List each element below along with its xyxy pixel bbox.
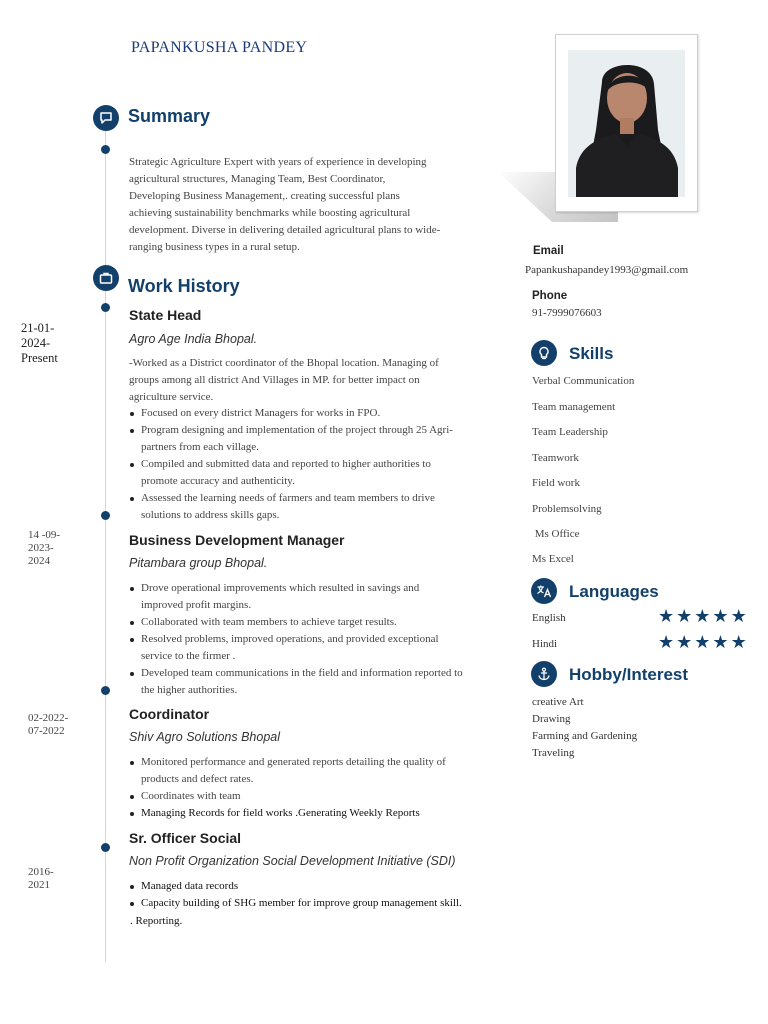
job-date	[28, 866, 54, 892]
star-icon: ★	[712, 606, 729, 627]
date-line: 2024-	[21, 336, 51, 350]
skill-item: Field work	[532, 477, 580, 489]
job-bullets	[129, 878, 499, 912]
timeline-dot	[101, 843, 110, 852]
trailing-note: . Reporting.	[130, 915, 183, 927]
bullet-item: Managing Records for field works .Generating Weekly Reports	[129, 805, 489, 822]
job-bullets	[129, 754, 489, 822]
summary-text	[129, 154, 479, 256]
date-line: Present	[21, 351, 58, 365]
hobby-item: Farming and Gardening	[532, 730, 638, 742]
language-rating	[658, 608, 747, 626]
hobby-item: creative Art	[532, 696, 584, 708]
bullet-item: Program designing and implementation of the project through 25 Agri- partners from each village.	[129, 422, 484, 456]
summary-heading: Summary	[128, 106, 211, 126]
job-date	[28, 529, 60, 568]
skill-item: Teamwork	[532, 452, 579, 464]
phone-value[interactable]: 91-7999076603	[532, 307, 602, 319]
language-rating	[658, 634, 747, 652]
intro-line: groups among all district And Villages in MP. for better impact on	[129, 374, 420, 386]
languages-heading: Languages	[569, 582, 659, 601]
star-icon: ★	[712, 632, 729, 653]
translate-icon	[531, 578, 557, 604]
summary-line: Developing Business Management,. creating successful plans	[129, 190, 400, 202]
date-line: 21-01-	[21, 321, 55, 335]
star-icon: ★	[676, 632, 693, 653]
intro-line: -Worked as a District coordinator of the Bhopal location. Managing of	[129, 357, 439, 369]
hobby-heading: Hobby/Interest	[569, 665, 689, 684]
bullet-item: Monitored performance and generated reports detailing the quality of products and defect rates.	[129, 754, 489, 788]
job-intro	[129, 355, 484, 406]
hobby-item: Traveling	[532, 747, 575, 759]
summary-line: development. Diverse in delivering detailed agricultural plans to wide-	[129, 224, 441, 236]
timeline-line	[105, 130, 106, 962]
summary-line: agricultural structures, Managing Team, Best Coordinator,	[129, 173, 386, 185]
star-icon: ★	[676, 606, 693, 627]
profile-photo-image	[568, 50, 685, 197]
language-name: Hindi	[532, 638, 558, 650]
date-line: 2021	[28, 879, 50, 891]
profile-photo	[555, 34, 698, 212]
skill-item: Team Leadership	[532, 426, 608, 438]
candidate-name: PAPANKUSHA PANDEY	[131, 39, 308, 56]
date-line: 02-2022-	[28, 712, 69, 724]
company-name: Non Profit Organization Social Development Initiative (SDI)	[129, 854, 456, 868]
bullet-item: Compiled and submitted data and reported to higher authorities to promote accuracy and authenticity.	[129, 456, 484, 490]
skill-item: Verbal Communication	[532, 375, 635, 387]
bullet-item: Developed team communications in the field and information reported to the higher authorities.	[129, 665, 489, 699]
company-name: Pitambara group Bhopal.	[129, 556, 268, 570]
star-icon: ★	[658, 606, 675, 627]
speech-bubble-icon	[93, 105, 119, 131]
summary-line: ranging business types in a rural setup.	[129, 241, 300, 253]
bullet-item: Managed data records	[129, 878, 499, 895]
work-history-heading: Work History	[128, 276, 240, 296]
bullet-item: Focused on every district Managers for works in FPO.	[129, 405, 484, 422]
bullet-item: Collaborated with team members to achieve target results.	[129, 614, 489, 631]
job-date	[28, 712, 68, 738]
intro-line: agriculture service.	[129, 391, 214, 403]
date-line: 2023-	[28, 542, 54, 554]
date-line: 2016-	[28, 866, 54, 878]
lightbulb-icon	[531, 340, 557, 366]
job-bullets	[129, 580, 489, 699]
date-line: 2024	[28, 555, 50, 567]
company-name: Agro Age India Bhopal.	[129, 332, 258, 346]
bullet-item: Coordinates with team	[129, 788, 489, 805]
language-name: English	[532, 612, 566, 624]
anchor-icon	[531, 661, 557, 687]
star-icon: ★	[730, 606, 747, 627]
timeline-dot	[101, 511, 110, 520]
company-name: Shiv Agro Solutions Bhopal	[129, 730, 281, 744]
hobby-item: Drawing	[532, 713, 571, 725]
timeline-dot	[101, 145, 110, 154]
skill-item: Team management	[532, 401, 616, 413]
skill-item: Problemsolving	[532, 503, 602, 515]
job-bullets	[129, 405, 484, 524]
date-line: 07-2022	[28, 725, 65, 737]
email-label: Email	[533, 245, 564, 257]
star-icon: ★	[694, 606, 711, 627]
timeline-dot	[101, 303, 110, 312]
summary-line: Strategic Agriculture Expert with years of experience in developing	[129, 156, 427, 168]
date-line: 14 -09-	[28, 529, 61, 541]
bullet-item: Capacity building of SHG member for improve group management skill.	[129, 895, 499, 912]
phone-label: Phone	[532, 290, 568, 302]
bullet-item: Drove operational improvements which resulted in savings and improved profit margins.	[129, 580, 489, 614]
skills-heading: Skills	[569, 344, 614, 363]
job-title: Sr. Officer Social	[129, 830, 242, 846]
star-icon: ★	[730, 632, 747, 653]
skill-item: Ms Office	[532, 528, 580, 540]
job-title: Coordinator	[129, 706, 210, 722]
star-icon: ★	[658, 632, 675, 653]
star-icon: ★	[694, 632, 711, 653]
briefcase-icon	[93, 265, 119, 291]
email-value[interactable]: Papankushapandey1993@gmail.com	[525, 264, 689, 276]
job-date	[21, 321, 58, 366]
bullet-item: Resolved problems, improved operations, and provided exceptional service to the firmer .	[129, 631, 489, 665]
bullet-item: Assessed the learning needs of farmers and team members to drive solutions to address skills gaps.	[129, 490, 484, 524]
hobby-list	[532, 694, 637, 762]
timeline-dot	[101, 686, 110, 695]
summary-line: achieving sustainability benchmarks while boosting agricultural	[129, 207, 411, 219]
job-title: State Head	[129, 307, 202, 323]
skill-item: Ms Excel	[532, 553, 574, 565]
job-title: Business Development Manager	[129, 532, 345, 548]
